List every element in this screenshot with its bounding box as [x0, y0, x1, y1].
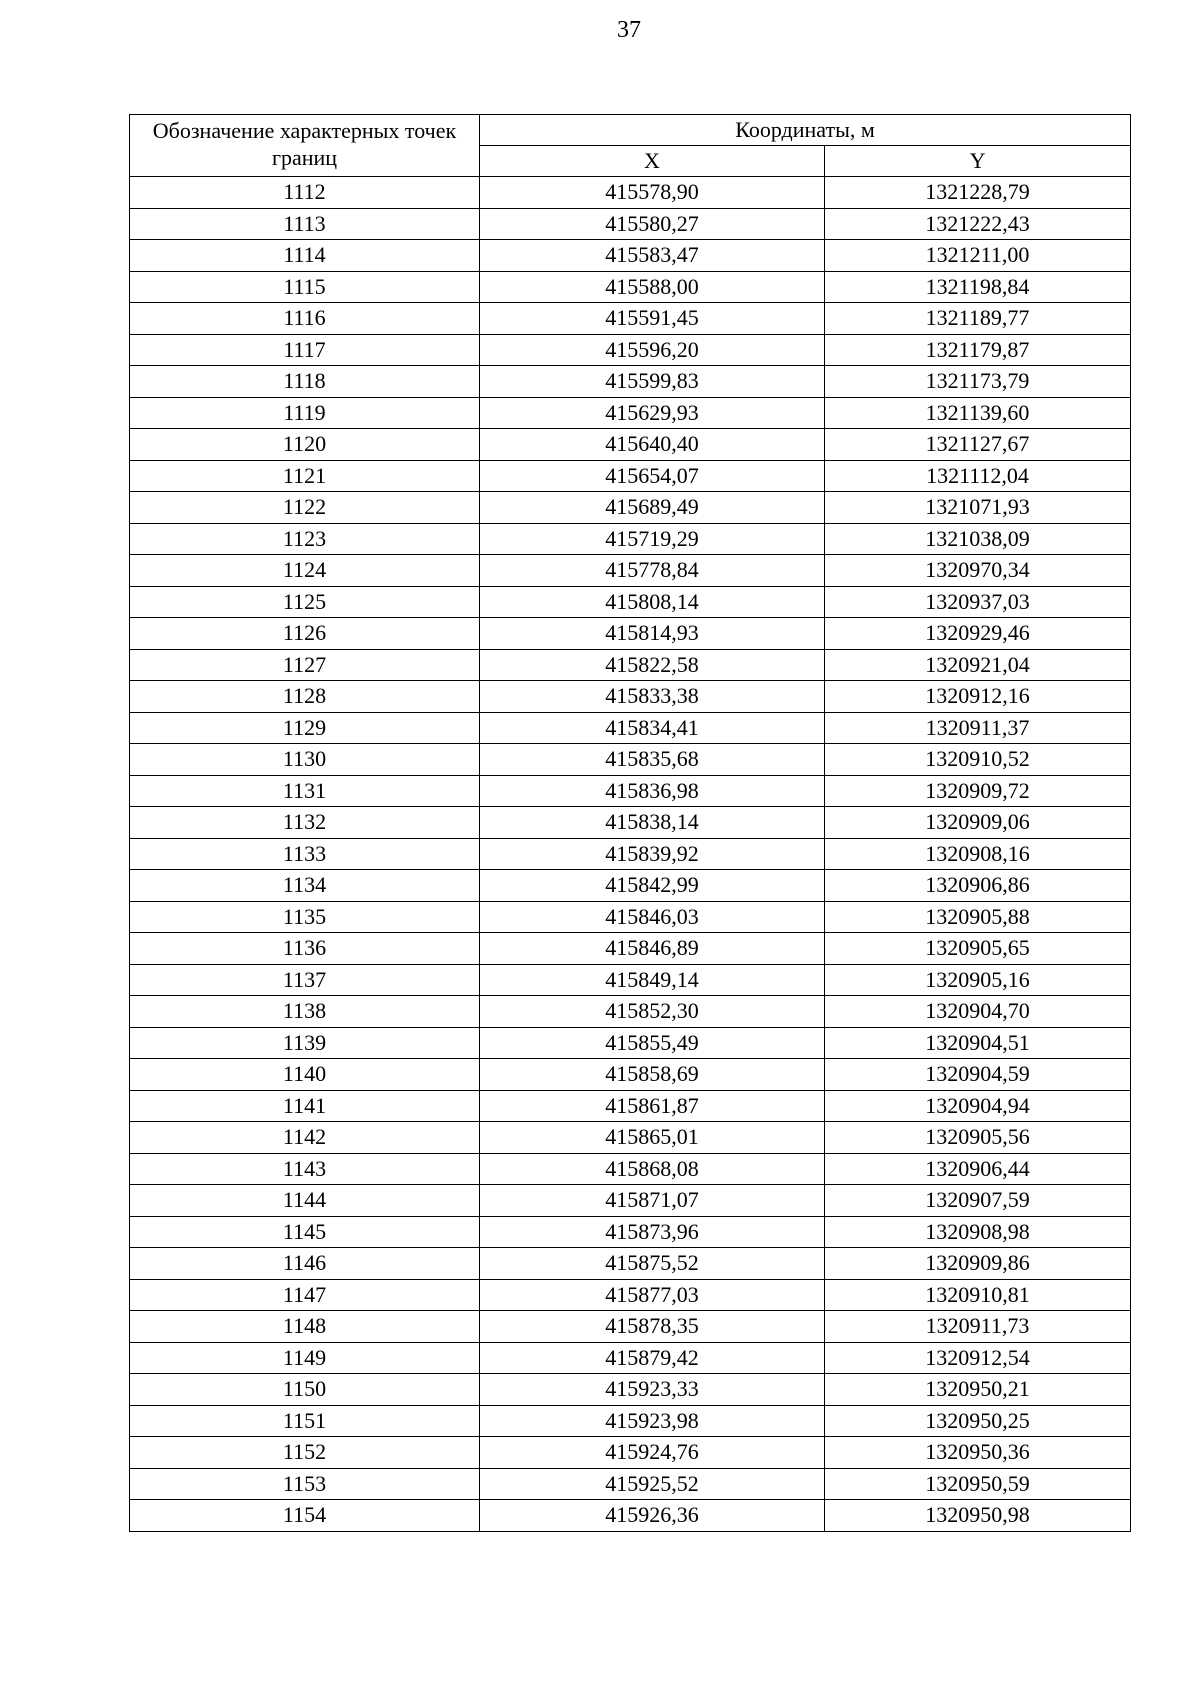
point-id-cell: 1115	[130, 271, 480, 303]
x-coordinate-cell: 415868,08	[480, 1153, 825, 1185]
point-id-cell: 1117	[130, 334, 480, 366]
y-coordinate-cell: 1320937,03	[825, 586, 1131, 618]
y-coordinate-cell: 1320929,46	[825, 618, 1131, 650]
x-coordinate-cell: 415877,03	[480, 1279, 825, 1311]
point-id-cell: 1142	[130, 1122, 480, 1154]
y-coordinate-cell: 1320905,65	[825, 933, 1131, 965]
y-coordinate-cell: 1320950,25	[825, 1405, 1131, 1437]
table-row	[130, 618, 1131, 650]
y-coordinate-cell: 1321139,60	[825, 397, 1131, 429]
x-coordinate-cell: 415808,14	[480, 586, 825, 618]
point-id-cell: 1143	[130, 1153, 480, 1185]
x-coordinate-cell: 415822,58	[480, 649, 825, 681]
x-coordinate-cell: 415858,69	[480, 1059, 825, 1091]
y-coordinate-cell: 1321228,79	[825, 177, 1131, 209]
x-coordinate-cell: 415842,99	[480, 870, 825, 902]
table-row	[130, 649, 1131, 681]
x-coordinate-cell: 415836,98	[480, 775, 825, 807]
point-id-cell: 1114	[130, 240, 480, 272]
x-coordinate-cell: 415719,29	[480, 523, 825, 555]
x-coordinate-cell: 415654,07	[480, 460, 825, 492]
point-id-cell: 1122	[130, 492, 480, 524]
point-id-cell: 1119	[130, 397, 480, 429]
y-coordinate-cell: 1320906,44	[825, 1153, 1131, 1185]
y-coordinate-cell: 1320908,98	[825, 1216, 1131, 1248]
point-id-cell: 1148	[130, 1311, 480, 1343]
y-coordinate-cell: 1321179,87	[825, 334, 1131, 366]
x-coordinate-cell: 415861,87	[480, 1090, 825, 1122]
table-row	[130, 933, 1131, 965]
y-coordinate-cell: 1320950,36	[825, 1437, 1131, 1469]
table-row	[130, 1090, 1131, 1122]
y-coordinate-cell: 1320910,81	[825, 1279, 1131, 1311]
y-coordinate-cell: 1320909,72	[825, 775, 1131, 807]
x-coordinate-cell: 415778,84	[480, 555, 825, 587]
table-row	[130, 1027, 1131, 1059]
y-coordinate-cell: 1320907,59	[825, 1185, 1131, 1217]
table-row	[130, 1437, 1131, 1469]
table-row	[130, 586, 1131, 618]
y-coordinate-cell: 1320905,16	[825, 964, 1131, 996]
x-coordinate-cell: 415835,68	[480, 744, 825, 776]
table-row	[130, 366, 1131, 398]
x-coordinate-cell: 415871,07	[480, 1185, 825, 1217]
x-coordinate-cell: 415923,33	[480, 1374, 825, 1406]
y-coordinate-cell: 1320921,04	[825, 649, 1131, 681]
y-coordinate-cell: 1320905,56	[825, 1122, 1131, 1154]
point-designation-header: Обозначение характерных точек границ	[130, 115, 480, 177]
table-row	[130, 838, 1131, 870]
table-row	[130, 1279, 1131, 1311]
table-row	[130, 807, 1131, 839]
x-coordinate-cell: 415846,89	[480, 933, 825, 965]
point-id-cell: 1150	[130, 1374, 480, 1406]
x-coordinate-cell: 415583,47	[480, 240, 825, 272]
point-id-cell: 1137	[130, 964, 480, 996]
y-coordinate-cell: 1320950,21	[825, 1374, 1131, 1406]
y-coordinate-cell: 1320950,59	[825, 1468, 1131, 1500]
table-header	[130, 115, 1131, 177]
table-row	[130, 460, 1131, 492]
coordinates-table	[129, 114, 1131, 1532]
y-coordinate-cell: 1320909,06	[825, 807, 1131, 839]
table-row	[130, 271, 1131, 303]
x-coordinate-cell: 415838,14	[480, 807, 825, 839]
table-row	[130, 744, 1131, 776]
table-row	[130, 996, 1131, 1028]
x-coordinate-cell: 415875,52	[480, 1248, 825, 1280]
point-id-cell: 1151	[130, 1405, 480, 1437]
point-id-cell: 1153	[130, 1468, 480, 1500]
x-coordinate-cell: 415849,14	[480, 964, 825, 996]
x-coordinate-cell: 415925,52	[480, 1468, 825, 1500]
point-id-cell: 1147	[130, 1279, 480, 1311]
point-id-cell: 1141	[130, 1090, 480, 1122]
point-id-cell: 1113	[130, 208, 480, 240]
y-coordinate-cell: 1320908,16	[825, 838, 1131, 870]
table-row	[130, 555, 1131, 587]
y-coordinate-cell: 1320911,73	[825, 1311, 1131, 1343]
point-id-cell: 1138	[130, 996, 480, 1028]
x-coordinate-cell: 415588,00	[480, 271, 825, 303]
table-row	[130, 208, 1131, 240]
y-coordinate-cell: 1320904,70	[825, 996, 1131, 1028]
y-coordinate-cell: 1321222,43	[825, 208, 1131, 240]
point-id-cell: 1120	[130, 429, 480, 461]
table-body	[130, 177, 1131, 1532]
x-coordinate-cell: 415878,35	[480, 1311, 825, 1343]
table-row	[130, 681, 1131, 713]
y-coordinate-cell: 1320905,88	[825, 901, 1131, 933]
x-coordinate-cell: 415578,90	[480, 177, 825, 209]
x-coordinate-cell: 415629,93	[480, 397, 825, 429]
point-id-cell: 1130	[130, 744, 480, 776]
y-coordinate-cell: 1321127,67	[825, 429, 1131, 461]
table-row	[130, 1311, 1131, 1343]
y-coordinate-cell: 1321198,84	[825, 271, 1131, 303]
y-coordinate-cell: 1320904,94	[825, 1090, 1131, 1122]
point-id-cell: 1135	[130, 901, 480, 933]
table-row	[130, 964, 1131, 996]
point-id-cell: 1124	[130, 555, 480, 587]
table-row	[130, 397, 1131, 429]
y-coordinate-cell: 1320909,86	[825, 1248, 1131, 1280]
x-coordinate-cell: 415599,83	[480, 366, 825, 398]
y-coordinate-cell: 1320911,37	[825, 712, 1131, 744]
x-coordinate-cell: 415689,49	[480, 492, 825, 524]
point-id-cell: 1125	[130, 586, 480, 618]
table-row	[130, 870, 1131, 902]
y-coordinate-cell: 1321189,77	[825, 303, 1131, 335]
table-row	[130, 1405, 1131, 1437]
y-coordinate-cell: 1320910,52	[825, 744, 1131, 776]
x-coordinate-cell: 415923,98	[480, 1405, 825, 1437]
y-coordinate-cell: 1321038,09	[825, 523, 1131, 555]
x-coordinate-cell: 415873,96	[480, 1216, 825, 1248]
x-coordinate-cell: 415852,30	[480, 996, 825, 1028]
y-coordinate-cell: 1320906,86	[825, 870, 1131, 902]
y-coordinate-cell: 1320904,51	[825, 1027, 1131, 1059]
table-row	[130, 1059, 1131, 1091]
y-coordinate-cell: 1320912,16	[825, 681, 1131, 713]
y-coordinate-cell: 1320950,98	[825, 1500, 1131, 1532]
table-row	[130, 1122, 1131, 1154]
y-coordinate-cell: 1321112,04	[825, 460, 1131, 492]
page-number: 37	[617, 17, 641, 43]
x-coordinate-cell: 415814,93	[480, 618, 825, 650]
x-coordinate-cell: 415924,76	[480, 1437, 825, 1469]
point-id-cell: 1134	[130, 870, 480, 902]
point-id-cell: 1126	[130, 618, 480, 650]
point-id-cell: 1118	[130, 366, 480, 398]
table-row	[130, 177, 1131, 209]
x-column-header: X	[480, 146, 825, 177]
point-id-cell: 1140	[130, 1059, 480, 1091]
y-coordinate-cell: 1320970,34	[825, 555, 1131, 587]
table-row	[130, 1216, 1131, 1248]
x-coordinate-cell: 415591,45	[480, 303, 825, 335]
table-row	[130, 1342, 1131, 1374]
table-row	[130, 1248, 1131, 1280]
point-id-cell: 1131	[130, 775, 480, 807]
x-coordinate-cell: 415926,36	[480, 1500, 825, 1532]
point-id-cell: 1139	[130, 1027, 480, 1059]
y-coordinate-cell: 1321071,93	[825, 492, 1131, 524]
table-row	[130, 429, 1131, 461]
x-coordinate-cell: 415839,92	[480, 838, 825, 870]
point-id-cell: 1136	[130, 933, 480, 965]
point-id-cell: 1128	[130, 681, 480, 713]
y-coordinate-cell: 1321173,79	[825, 366, 1131, 398]
point-id-cell: 1123	[130, 523, 480, 555]
point-id-cell: 1116	[130, 303, 480, 335]
x-coordinate-cell: 415846,03	[480, 901, 825, 933]
table-row	[130, 775, 1131, 807]
y-coordinate-cell: 1320912,54	[825, 1342, 1131, 1374]
point-id-cell: 1112	[130, 177, 480, 209]
point-id-cell: 1129	[130, 712, 480, 744]
table-row	[130, 334, 1131, 366]
table-row	[130, 492, 1131, 524]
table-row	[130, 712, 1131, 744]
point-id-cell: 1149	[130, 1342, 480, 1374]
point-id-cell: 1121	[130, 460, 480, 492]
point-id-cell: 1133	[130, 838, 480, 870]
x-coordinate-cell: 415596,20	[480, 334, 825, 366]
y-column-header: Y	[825, 146, 1131, 177]
table-row	[130, 1153, 1131, 1185]
table-row	[130, 1374, 1131, 1406]
y-coordinate-cell: 1321211,00	[825, 240, 1131, 272]
point-id-cell: 1144	[130, 1185, 480, 1217]
table-row	[130, 1500, 1131, 1532]
x-coordinate-cell: 415865,01	[480, 1122, 825, 1154]
point-id-cell: 1154	[130, 1500, 480, 1532]
table-row	[130, 1468, 1131, 1500]
table-row	[130, 303, 1131, 335]
coordinates-header: Координаты, м	[480, 115, 1131, 146]
table-row	[130, 523, 1131, 555]
x-coordinate-cell: 415834,41	[480, 712, 825, 744]
y-coordinate-cell: 1320904,59	[825, 1059, 1131, 1091]
x-coordinate-cell: 415879,42	[480, 1342, 825, 1374]
x-coordinate-cell: 415640,40	[480, 429, 825, 461]
table-row	[130, 1185, 1131, 1217]
point-id-cell: 1152	[130, 1437, 480, 1469]
table-row	[130, 240, 1131, 272]
x-coordinate-cell: 415855,49	[480, 1027, 825, 1059]
x-coordinate-cell: 415580,27	[480, 208, 825, 240]
x-coordinate-cell: 415833,38	[480, 681, 825, 713]
point-id-cell: 1132	[130, 807, 480, 839]
table-row	[130, 901, 1131, 933]
point-id-cell: 1127	[130, 649, 480, 681]
point-id-cell: 1146	[130, 1248, 480, 1280]
point-id-cell: 1145	[130, 1216, 480, 1248]
